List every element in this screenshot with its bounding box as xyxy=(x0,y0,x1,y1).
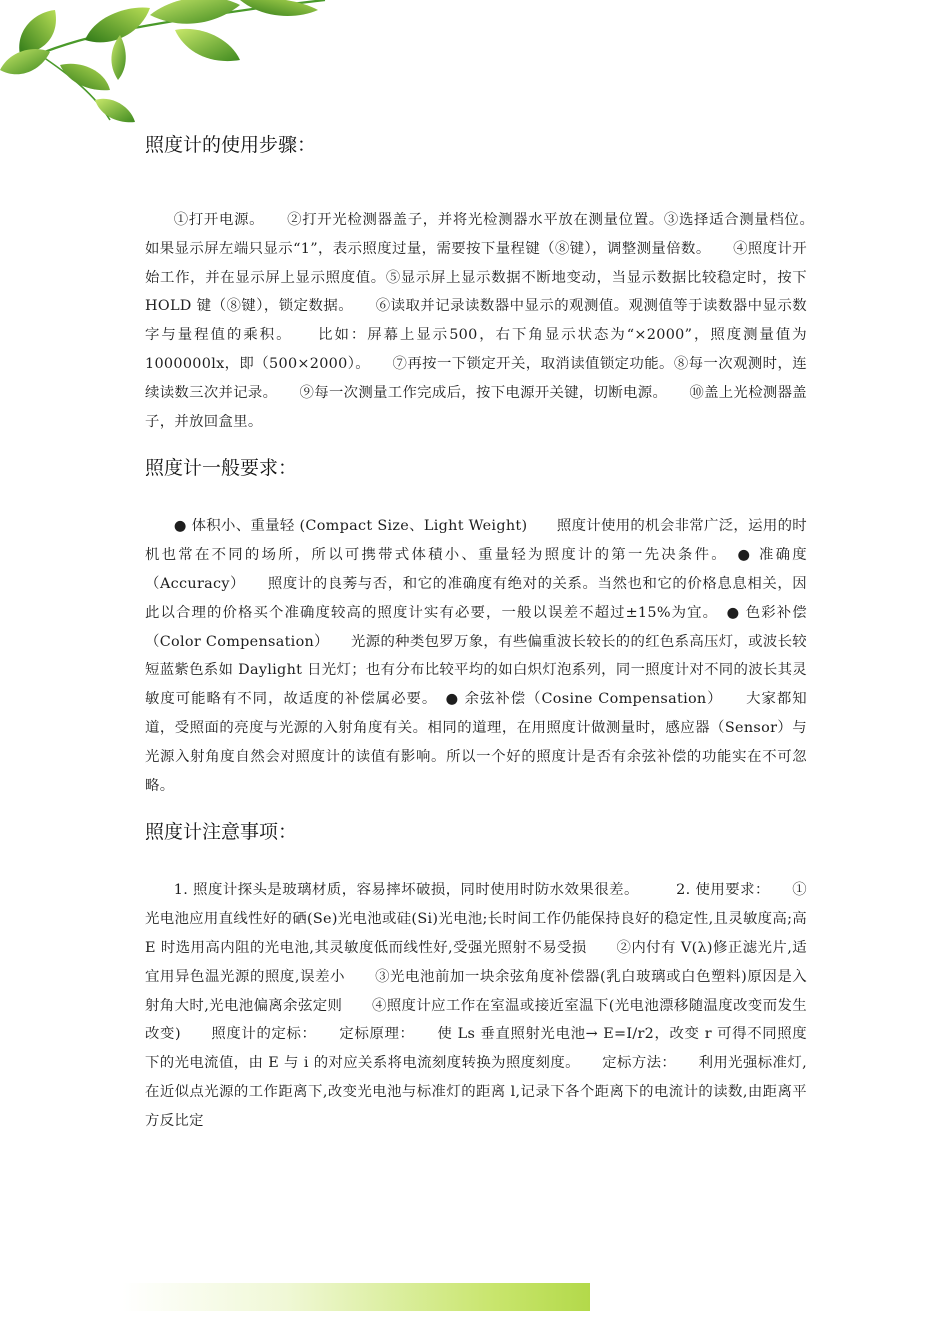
section-heading-general-requirements: 照度计一般要求： xyxy=(145,457,298,480)
section-body-usage-steps: ①打开电源。 ②打开光检测器盖子，并将光检测器水平放在测量位置。③选择适合测量档位。 如果显示屏左端只显示“1”，表示照度过量，需要按下量程键（⑧键），调整测量倍数。 ④照度计开始工作，并在显示屏上显示照度值。⑤显示屏上显示数据不断地变动，当显示数据比较稳定时，按下 HOLD 键（⑧键），锁定数据。 ⑥读取并记录读数器中显示的观测值。观测值等于读数器中显示数字与量程值的乘积。 比如：屏幕上显示500，右下角显示状态为“×2000”，照度测量值为1000000lx，即（500×2000）。 ⑦再按一下锁定开关，取消读值锁定功能。⑧每一次观测时，连续读数三次并记录。 ⑨每一次测量工作完成后，按下电源开关键，切断电源。 ⑩盖上光检测器盖子，并放回盒里。 xyxy=(145,212,837,430)
section-heading-usage-steps: 照度计的使用步骤： xyxy=(145,134,317,156)
document-content xyxy=(145,128,837,1136)
section-heading-precautions: 照度计注意事项： xyxy=(145,821,298,844)
section-body-general-requirements: ● 体积小、重量轻 (Compact Size、Light Weight) 照度计使用的机会非常广泛，运用的时机也常在不同的场所，所以可携带式体積小、重量轻为照度计的第一先决条件。 ● 准确度（Accuracy） 照度计的良莠与否，和它的准确度有绝对的关系。当然也和它的价格息息相关，因此以合理的价格买个准确度较高的照度计实有必要，一般以误差不超过±15%为宜。 ● 色彩补偿（Color Compensation） 光源的种类包罗万象，有些偏重波长较长的的红色系高压灯，或波长较短蓝紫色系如 Daylight 日光灯；也有分布比较平均的如白炽灯泡系列，同一照度计对不同的波长其灵敏度可能略有不同，故适度的补偿属必要。 ● 余弦补偿（Cosine Compensation） 大家都知道，受照面的亮度与光源的入射角度有关。相同的道理，在用照度计做测量时，感应器（Sensor）与光源入射角度自然会对照度计的读值有影响。所以一个好的照度计是否有余弦补偿的功能实在不可忽略。 xyxy=(145,518,807,794)
footer-gradient-bar xyxy=(122,1283,590,1311)
section-body-precautions: 1. 照度计探头是玻璃材质，容易摔坏破损，同时使用时防水效果很差。 2. 使用要求： ①光电池应用直线性好的硒(Se)光电池或硅(Si)光电池;长时间工作仍能保持良好的稳定性,且灵敏度高;高 E 时选用高内阻的光电池,其灵敏度低而线性好,受强光照射不易受损 ②内付有 V(λ)修正滤光片,适宜用异色温光源的照度,误差小 ③光电池前加一块余弦角度补偿器(乳白玻璃或白色塑料)原因是入射角大时,光电池偏离余弦定则 ④照度计应工作在室温或接近室温下(光电池漂移随温度改变而发生改变) 照度计的定标： 定标原理： 使 Ls 垂直照射光电池→ E=I/r2，改变 r 可得不同照度下的光电流值，由 E 与 i 的对应关系将电流刻度转换为照度刻度。 定标方法： 利用光强标准灯,在近似点光源的工作距离下,改变光电池与标准灯的距离 l,记录下各个距离下的电流计的读数,由距离平方反比定 xyxy=(145,882,807,1129)
